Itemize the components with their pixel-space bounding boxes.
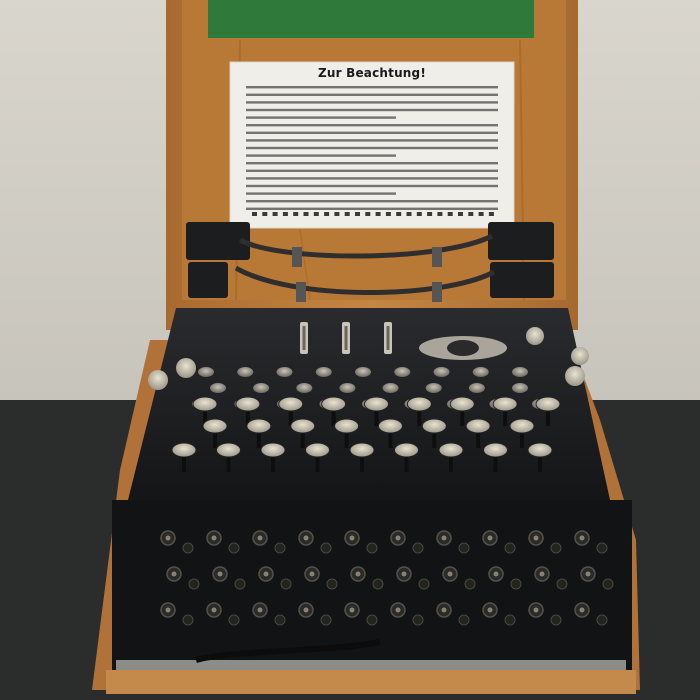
key[interactable] — [466, 419, 490, 433]
key[interactable] — [439, 443, 463, 457]
lamp — [469, 383, 485, 393]
lamp — [355, 367, 371, 377]
lamp — [198, 367, 214, 377]
key[interactable] — [306, 443, 330, 457]
key[interactable] — [510, 419, 534, 433]
key[interactable] — [422, 419, 446, 433]
lamp — [253, 383, 269, 393]
key[interactable] — [450, 397, 474, 411]
key[interactable] — [279, 397, 303, 411]
lamp — [434, 367, 450, 377]
spare-plug-right — [488, 222, 554, 260]
key[interactable] — [247, 419, 271, 433]
lamp — [296, 383, 312, 393]
key[interactable] — [261, 443, 285, 457]
key[interactable] — [236, 397, 260, 411]
key[interactable] — [536, 397, 560, 411]
key[interactable] — [193, 397, 217, 411]
key[interactable] — [335, 419, 359, 433]
key[interactable] — [291, 419, 315, 433]
lamp — [394, 367, 410, 377]
lamp — [426, 383, 442, 393]
key[interactable] — [395, 443, 419, 457]
lamp — [277, 367, 293, 377]
key[interactable] — [407, 397, 431, 411]
key[interactable] — [217, 443, 241, 457]
green-felt — [208, 0, 534, 38]
side-knob-right — [526, 327, 544, 345]
lamp — [210, 383, 226, 393]
lamp — [237, 367, 253, 377]
lamp — [512, 367, 528, 377]
key[interactable] — [172, 443, 196, 457]
lamp — [473, 367, 489, 377]
key[interactable] — [203, 419, 227, 433]
key[interactable] — [322, 397, 346, 411]
key[interactable] — [484, 443, 508, 457]
side-knob-left — [176, 358, 196, 378]
instruction-sheet-title: Zur Beachtung! — [317, 66, 427, 80]
lamp — [512, 383, 528, 393]
lamp — [316, 367, 332, 377]
key[interactable] — [528, 443, 552, 457]
key[interactable] — [365, 397, 389, 411]
key[interactable] — [493, 397, 517, 411]
key[interactable] — [350, 443, 374, 457]
key[interactable] — [378, 419, 402, 433]
lamp — [383, 383, 399, 393]
lamp — [339, 383, 355, 393]
